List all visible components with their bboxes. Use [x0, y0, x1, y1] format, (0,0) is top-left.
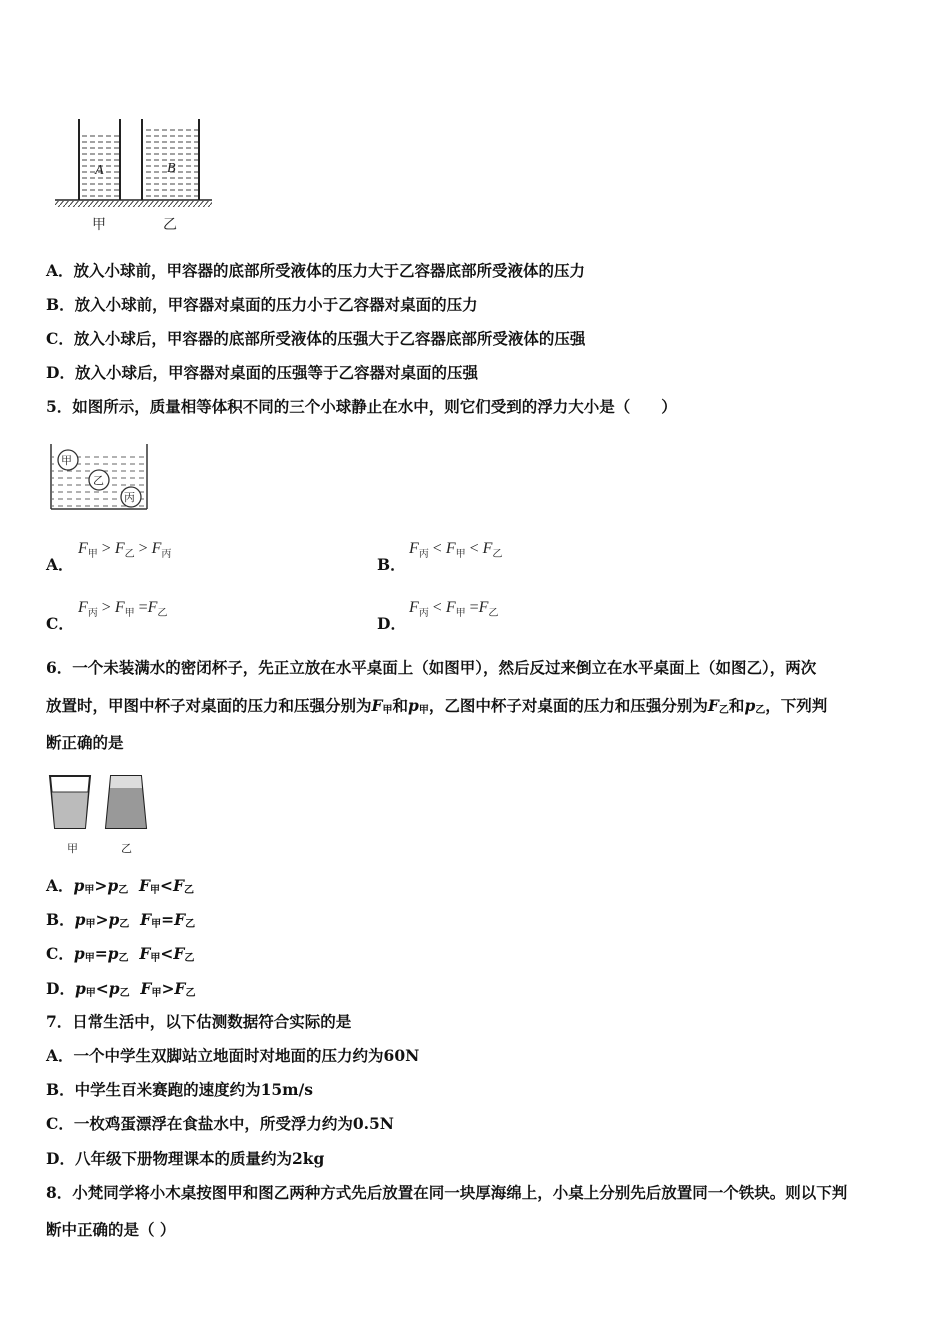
q5-option-d-formula: $F_丙 < F_甲 =F_乙$ — [409, 599, 499, 620]
q4-option-c: C．放入小球后，甲容器的底部所受液体的压强大于乙容器底部所受液体的压强 — [46, 329, 586, 348]
q5-option-d-letter: D． — [377, 614, 406, 633]
q8-stem-line1: 8．小梵同学将小木桌按图甲和图乙两种方式先后放置在同一块厚海绵上，小桌上分别先后放置同一个铁块。则以下判 — [46, 1183, 848, 1202]
q8-stem-line2: 断中正确的是（ ） — [46, 1220, 176, 1239]
q5-option-c-letter: C． — [46, 614, 74, 633]
q6-stem-line1: 6．一个未装满水的密闭杯子，先正立放在水平桌面上（如图甲），然后反过来倒立在水平桌面上（如图乙），两次 — [46, 658, 817, 677]
q5-stem: 5．如图所示，质量相等体积不同的三个小球静止在水中，则它们受到的浮力大小是（ ） — [46, 397, 677, 416]
ball-label-jia: 甲 — [61, 454, 72, 467]
q7-option-d: D．八年级下册物理课本的质量约为2kg — [46, 1149, 325, 1168]
q7-option-b: B．中学生百米赛跑的速度约为15m/s — [46, 1080, 313, 1099]
q7-option-c: C．一枚鸡蛋漂浮在食盐水中，所受浮力约为0.5N — [46, 1114, 394, 1133]
two-containers-figure — [50, 115, 220, 240]
q7-option-a: A．一个中学生双脚站立地面时对地面的压力约为60N — [46, 1046, 420, 1065]
q7-stem: 7．日常生活中，以下估测数据符合实际的是 — [46, 1012, 352, 1031]
q5-option-b-formula: $F_丙 < F_甲 < F_乙$ — [409, 540, 503, 561]
q6-option-c: C．$p_甲=p_乙$ $F_甲<F_乙$ — [46, 944, 195, 964]
q6-option-d: D．$p_甲<p_乙$ $F_甲>F_乙$ — [46, 979, 196, 999]
q6-stem-line3: 断正确的是 — [46, 733, 124, 752]
two-cups-figure — [44, 770, 154, 835]
q4-option-d: D．放入小球后，甲容器对桌面的压强等于乙容器对桌面的压强 — [46, 363, 478, 382]
q5-option-c-formula: $F_丙 > F_甲 =F_乙$ — [78, 599, 168, 620]
q4-option-a: A．放入小球前，甲容器的底部所受液体的压力大于乙容器底部所受液体的压力 — [46, 261, 586, 280]
container-b-label: B — [167, 161, 176, 176]
fig1-caption-right: 乙 — [163, 217, 177, 233]
ball-label-yi: 乙 — [93, 474, 104, 487]
q6-option-b: B．$p_甲>p_乙$ $F_甲=F_乙$ — [46, 910, 196, 930]
q5-option-a-letter: A． — [46, 555, 74, 574]
q6-caption-right: 乙 — [121, 842, 132, 855]
ball-label-bing: 丙 — [124, 491, 135, 504]
q5-option-a-formula: $F_甲 > F_乙 > F_丙$ — [78, 540, 172, 561]
fig1-caption-left: 甲 — [92, 217, 106, 233]
q6-caption-left: 甲 — [67, 842, 78, 855]
container-a-label: A — [95, 163, 104, 178]
q5-option-b-letter: B． — [377, 555, 406, 574]
q6-option-a: A．$p_甲>p_乙$ $F_甲<F_乙$ — [46, 876, 195, 896]
q4-option-b: B．放入小球前，甲容器对桌面的压力小于乙容器对桌面的压力 — [46, 295, 478, 314]
q6-stem-line2: 放置时，甲图中杯子对桌面的压力和压强分别为$F_甲$和$p_甲$，乙图中杯子对桌面的压力和压强分别为$F_乙$和$p_乙$，下列判 — [46, 696, 828, 716]
